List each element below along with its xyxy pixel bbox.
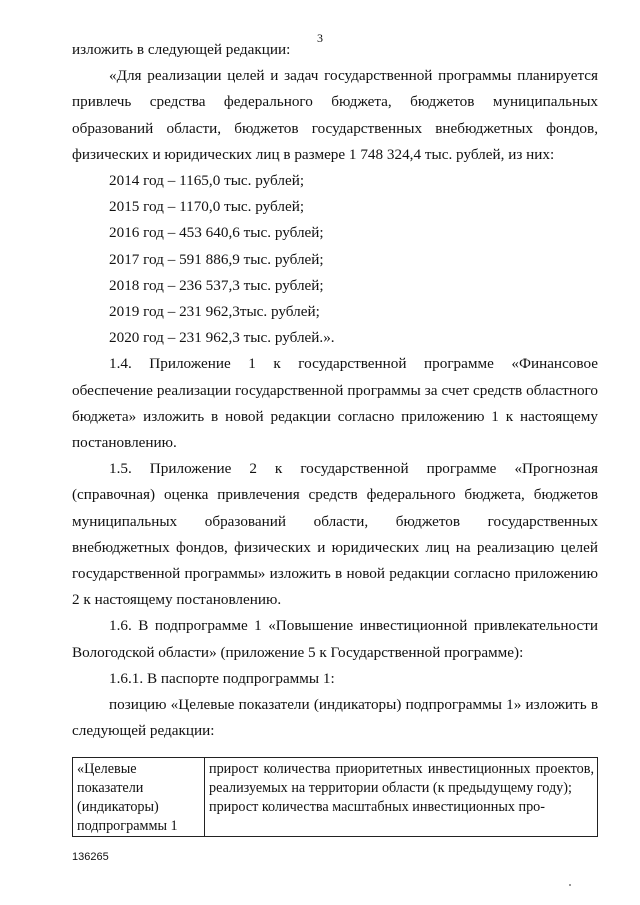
clause-1-5: 1.5. Приложение 2 к государственной программе «Прогнозная (справочная) оценка привлечения средств федерального бюджета, бюджетов муниципальных образований области, бюджетов государственных внебюджетных фондов, физических и юридических лиц на реализацию целей государственной программы» изложить в новой редакции согласно приложению 2 к настоящему постановлению.: [72, 460, 598, 609]
intro-line: изложить в следующей редакции:: [72, 41, 291, 58]
table-value-cell: [205, 758, 598, 837]
table-row: [73, 758, 598, 837]
page-number: 3: [317, 31, 323, 45]
scan-speck: [569, 884, 571, 886]
position-line: позицию «Целевые показатели (индикаторы) подпрограммы 1» изложить в следующей редакции:: [72, 696, 598, 740]
year-item: 2015 год – 1170,0 тыс. рублей;: [109, 198, 305, 216]
clause-1-6: 1.6. В подпрограмме 1 «Повышение инвестиционной привлекательности Вологодской области» (приложение 5 к Государственной программе):: [72, 617, 598, 661]
year-item: 2016 год – 453 640,6 тыс. рублей;: [109, 224, 324, 242]
document-code: 136265: [72, 851, 109, 863]
year-item: 2017 год – 591 886,9 тыс. рублей;: [109, 250, 324, 268]
passport-table: [72, 757, 598, 837]
year-item: 2014 год – 1165,0 тыс. рублей;: [109, 172, 305, 190]
funding-paragraph: «Для реализации целей и задач государственной программы планируется привлечь средства федерального бюджета, бюджетов муниципальных образований области, бюджетов государственных внебюджетных фондов, физических и юридических лиц в размере 1 748 324,4 тыс. рублей, из них:: [72, 67, 598, 163]
clause-1-6-1: 1.6.1. В паспорте подпрограммы 1:: [109, 669, 335, 687]
year-list: [72, 168, 598, 351]
indicator-line: прирост количества масштабных инвестиционных про-: [209, 799, 545, 815]
clause-1-4: 1.4. Приложение 1 к государственной программе «Финансовое обеспечение реализации государственной программы за счет средств областного бюджета» изложить в новой редакции согласно приложению 1 к настоящему постановлению.: [72, 355, 598, 452]
year-item: 2020 год – 231 962,3 тыс. рублей.».: [109, 329, 335, 347]
indicator-line: прирост количества приоритетных инвестиционных проектов, реализуемых на территории области (к предыдущему году);: [209, 761, 594, 796]
table-label-cell: «Целевые показатели (индикаторы) подпрограммы 1: [73, 758, 205, 837]
document-body: [72, 37, 598, 744]
year-item: 2018 год – 236 537,3 тыс. рублей;: [109, 276, 324, 294]
year-item: 2019 год – 231 962,3тыс. рублей;: [109, 303, 320, 321]
